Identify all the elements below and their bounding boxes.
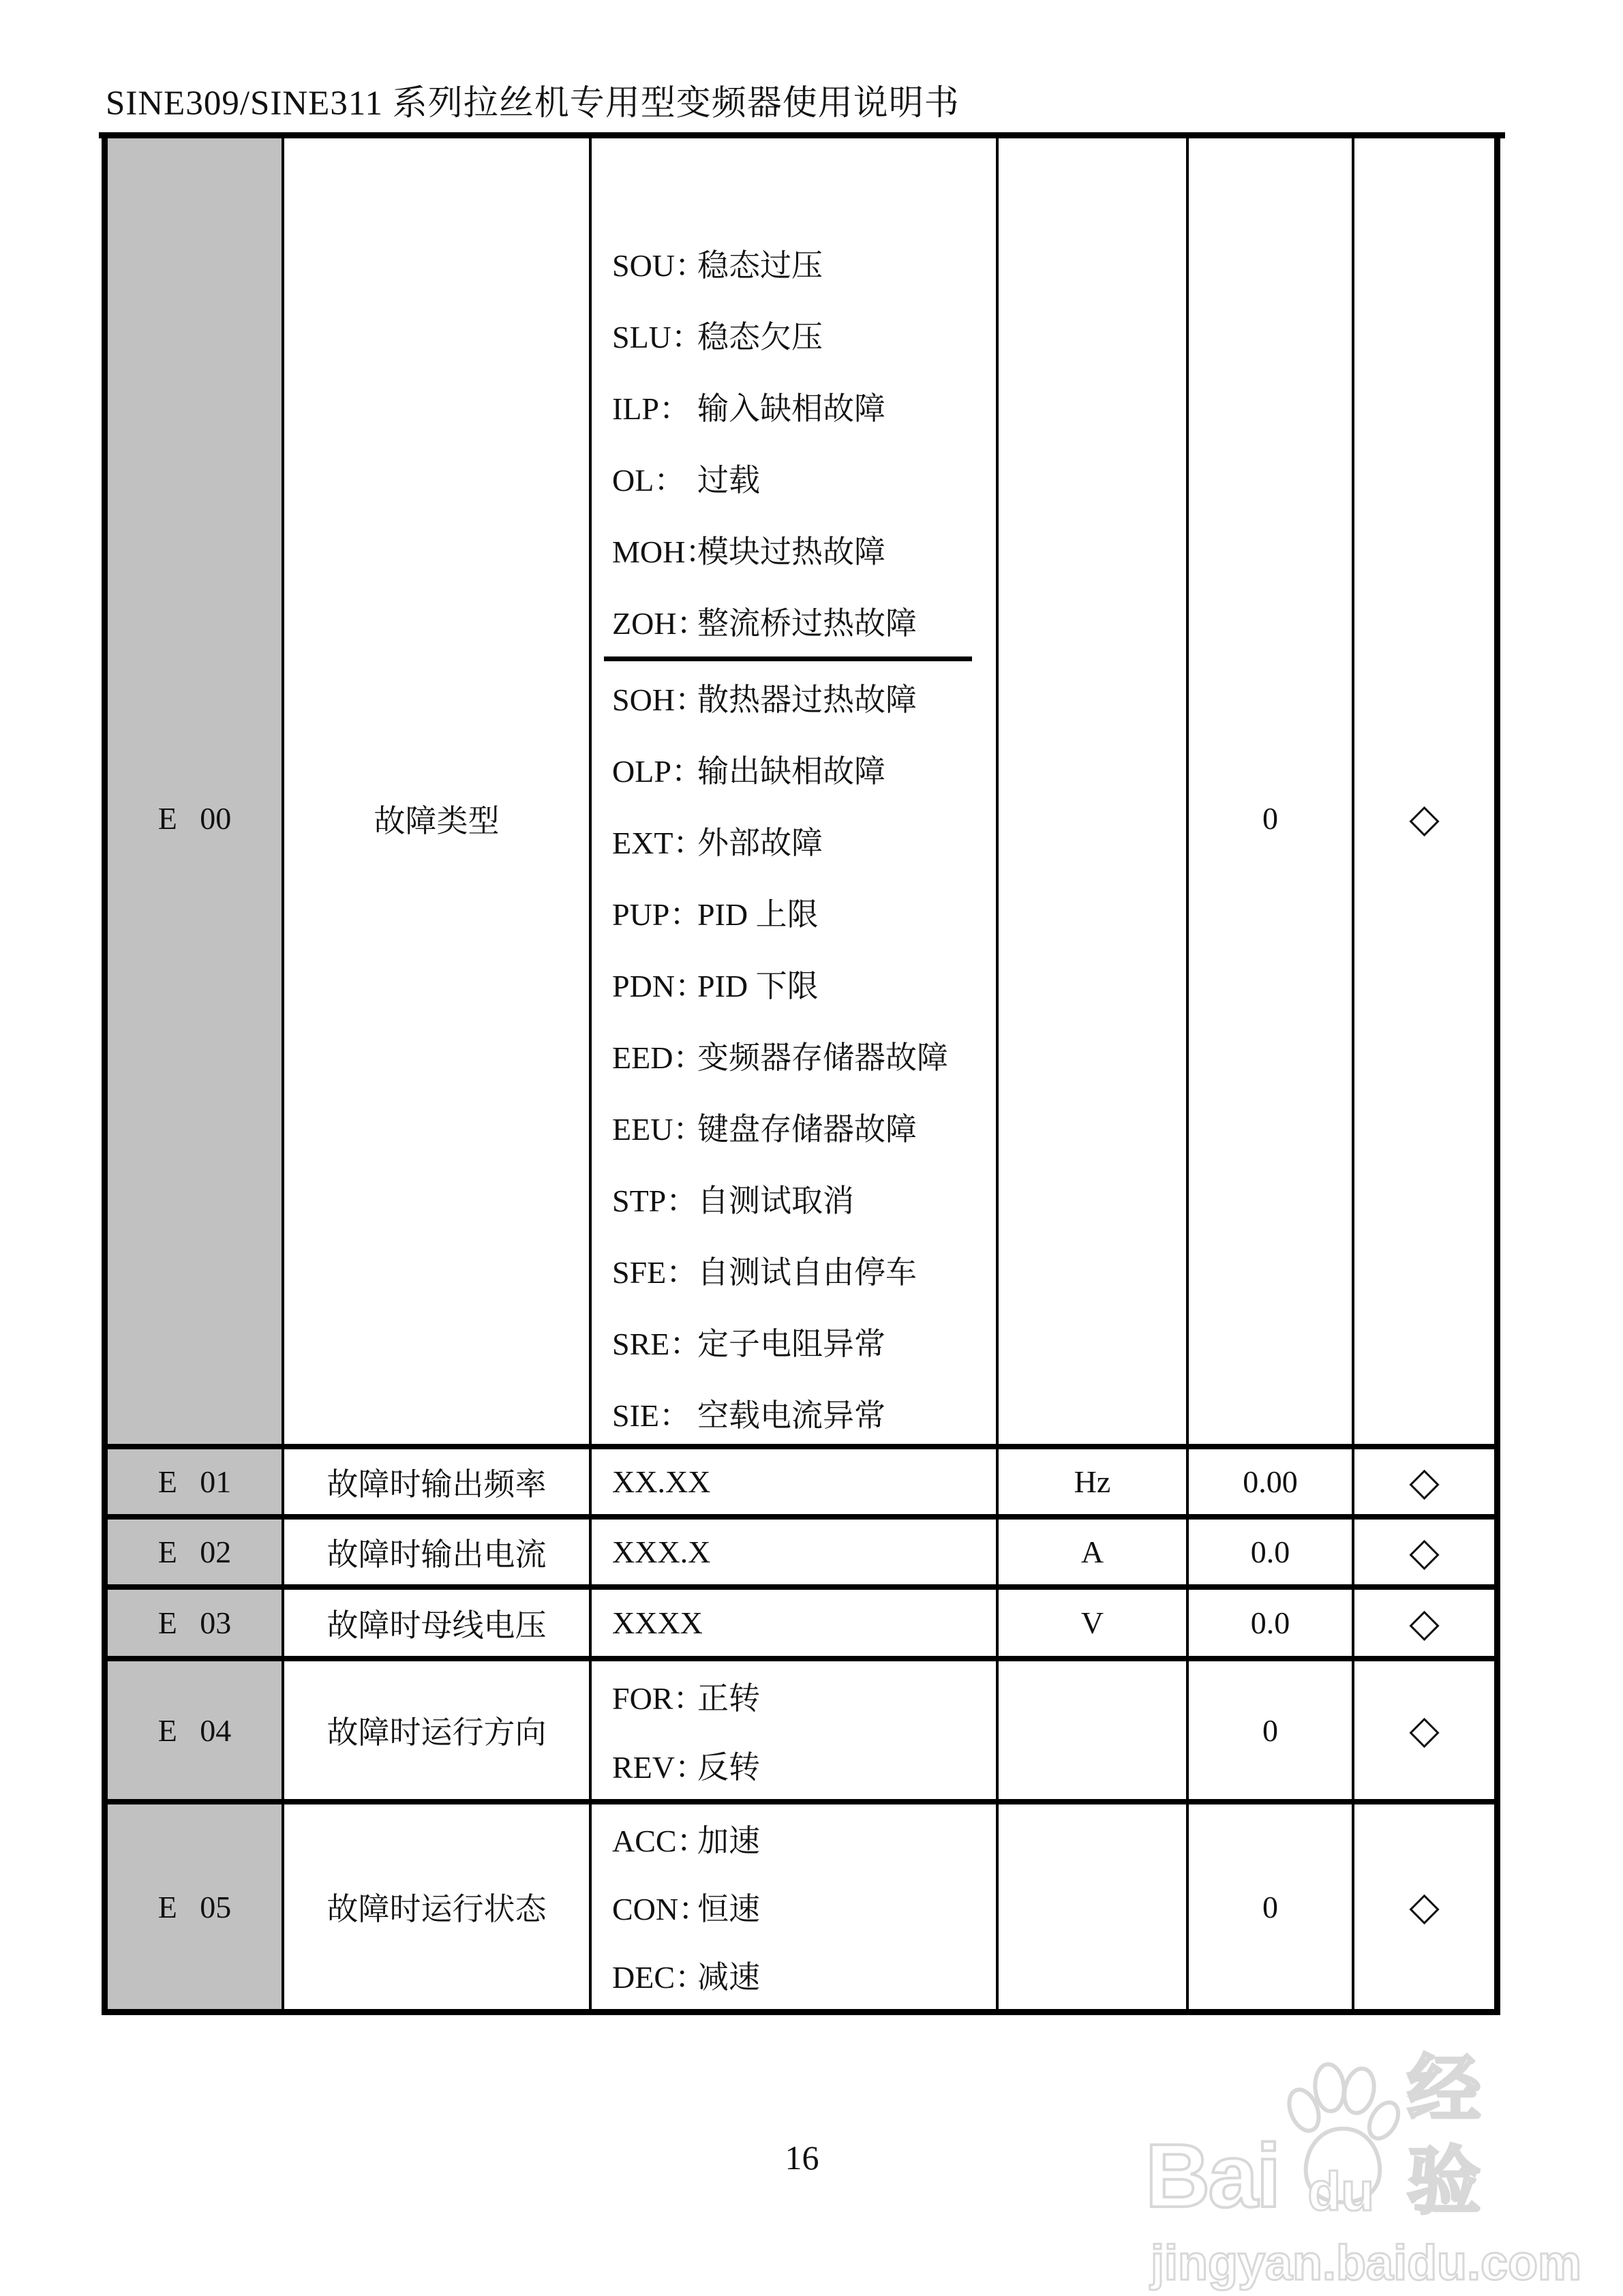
option-code: ACC： <box>612 1824 708 1858</box>
diamond-icon: ◇ <box>1409 1884 1440 1929</box>
fault-code: ILP： <box>612 391 691 426</box>
option-code: FOR： <box>612 1680 705 1716</box>
fault-desc: 整流桥过热故障 <box>697 605 917 641</box>
fault-desc: PID 上限 <box>697 896 819 932</box>
option-list <box>592 1661 999 1799</box>
fault-item <box>612 513 996 585</box>
param-id-cell: E 02 <box>108 1520 284 1584</box>
fault-code: SFE： <box>612 1254 698 1290</box>
diamond-icon: ◇ <box>1409 1600 1440 1645</box>
fault-code: MOH： <box>612 534 717 569</box>
table-row-e01 <box>108 1449 1494 1520</box>
fault-item <box>612 1234 996 1305</box>
fault-desc: 散热器过热故障 <box>697 682 917 717</box>
option-code: CON： <box>612 1892 710 1927</box>
unit-cell <box>999 138 1189 1444</box>
param-name-cell: 故障时运行状态 <box>284 1804 592 2009</box>
unit-cell: V <box>999 1590 1189 1656</box>
option-item <box>612 1742 996 1787</box>
default-cell: 0.00 <box>1189 1449 1354 1514</box>
param-value-cell: XXX.X <box>592 1520 999 1584</box>
fault-code: PUP： <box>612 896 701 932</box>
default-cell: 0 <box>1189 1804 1354 2009</box>
access-cell <box>1354 1804 1494 2009</box>
fault-code: EEU： <box>612 1111 705 1147</box>
fault-desc: PID 下限 <box>697 968 819 1003</box>
access-cell <box>1354 138 1494 1444</box>
param-id-cell: E 05 <box>108 1804 284 2009</box>
fault-item <box>612 442 996 513</box>
fault-item <box>612 876 996 948</box>
baidu-url-text: jingyan.baidu.com <box>1151 2236 1582 2291</box>
fault-code: SLU： <box>612 319 703 354</box>
baidu-bai-text: Bai <box>1145 2126 1279 2226</box>
page-number: 16 <box>785 2139 819 2177</box>
default-cell: 0 <box>1189 1661 1354 1799</box>
option-desc: 恒速 <box>697 1892 760 1927</box>
param-name-cell: 故障类型 <box>284 138 592 1444</box>
fault-item <box>612 804 996 876</box>
diamond-icon: ◇ <box>1409 1708 1440 1752</box>
fault-code: PDN： <box>612 968 707 1003</box>
table-row-e03 <box>108 1590 1494 1661</box>
fault-desc: 稳态过压 <box>697 247 823 283</box>
fault-desc: 定子电阻异常 <box>697 1326 885 1361</box>
fault-desc: 输入缺相故障 <box>697 391 885 426</box>
fault-item <box>612 299 996 370</box>
option-desc: 加速 <box>697 1824 760 1858</box>
param-value-cell: XX.XX <box>592 1449 999 1514</box>
option-desc: 反转 <box>697 1749 760 1785</box>
access-cell <box>1354 1449 1494 1514</box>
param-value-cell: XXXX <box>592 1590 999 1656</box>
fault-code: OL： <box>612 462 686 498</box>
param-id-cell: E 03 <box>108 1590 284 1656</box>
fault-desc: 变频器存储器故障 <box>697 1040 948 1075</box>
baidu-jingyan-text: 经验 <box>1407 2048 1484 2222</box>
default-cell: 0 <box>1189 138 1354 1444</box>
fault-code: EED： <box>612 1040 705 1075</box>
fault-code: ZOH： <box>612 605 708 641</box>
param-name-cell: 故障时输出频率 <box>284 1449 592 1514</box>
option-code: REV： <box>612 1749 706 1785</box>
fault-desc: 过载 <box>697 462 760 498</box>
param-name-cell: 故障时运行方向 <box>284 1661 592 1799</box>
table-row-e00 <box>108 138 1494 1449</box>
unit-cell: Hz <box>999 1449 1189 1514</box>
access-cell <box>1354 1520 1494 1584</box>
fault-item <box>612 1162 996 1234</box>
unit-cell <box>999 1804 1189 2009</box>
fault-item <box>612 948 996 1019</box>
fault-item <box>612 1305 996 1377</box>
diamond-icon: ◇ <box>1409 1529 1440 1574</box>
fault-desc: 外部故障 <box>697 825 823 860</box>
param-name-cell: 故障时输出电流 <box>284 1520 592 1584</box>
baidu-du-text: du <box>1307 2161 1375 2222</box>
fault-code: OLP： <box>612 753 703 789</box>
fault-item <box>612 227 996 299</box>
diamond-icon: ◇ <box>1409 796 1440 841</box>
param-name-cell: 故障时母线电压 <box>284 1590 592 1656</box>
option-desc: 减速 <box>697 1960 760 1995</box>
fault-desc: 自测试自由停车 <box>697 1254 917 1290</box>
param-id-cell: E 01 <box>108 1449 284 1514</box>
option-item <box>612 1816 996 1861</box>
fault-code: EXT： <box>612 825 705 860</box>
fault-desc: 输出缺相故障 <box>697 753 885 789</box>
fault-item <box>612 1091 996 1162</box>
baidu-logo <box>1145 2048 1554 2227</box>
fault-item <box>612 1377 996 1444</box>
fault-desc: 模块过热故障 <box>697 534 885 569</box>
option-desc: 正转 <box>697 1680 760 1716</box>
default-cell: 0.0 <box>1189 1590 1354 1656</box>
baidu-watermark <box>1145 2048 1582 2291</box>
fault-desc: 键盘存储器故障 <box>697 1111 917 1147</box>
option-item <box>612 1952 996 1997</box>
table-row-e04 <box>108 1661 1494 1804</box>
fault-item <box>612 370 996 442</box>
fault-code: SOH： <box>612 682 707 717</box>
fault-code: SRE： <box>612 1326 701 1361</box>
option-item <box>612 1884 996 1929</box>
diamond-icon: ◇ <box>1409 1459 1440 1504</box>
fault-code: SOU： <box>612 247 707 283</box>
fault-desc: 稳态欠压 <box>697 319 823 354</box>
fault-item <box>612 661 996 733</box>
fault-item <box>612 733 996 804</box>
page-title: SINE309/SINE311 系列拉丝机专用型变频器使用说明书 <box>106 85 960 123</box>
baidu-paw-icon <box>1281 2057 1404 2227</box>
unit-cell: A <box>999 1520 1189 1584</box>
default-cell: 0.0 <box>1189 1520 1354 1584</box>
access-cell <box>1354 1661 1494 1799</box>
fault-desc: 自测试取消 <box>697 1183 854 1218</box>
table-row-e05 <box>108 1804 1494 2009</box>
fault-desc: 空载电流异常 <box>697 1398 885 1433</box>
option-item <box>612 1674 996 1719</box>
access-cell <box>1354 1590 1494 1656</box>
param-id-cell: E 00 <box>108 138 284 1444</box>
fault-code: SIE： <box>612 1398 691 1433</box>
unit-cell <box>999 1661 1189 1799</box>
table-row-e02 <box>108 1520 1494 1590</box>
option-list <box>592 1804 999 2009</box>
fault-parameter-table <box>102 138 1500 2015</box>
param-id-cell: E 04 <box>108 1661 284 1799</box>
fault-item-underlined <box>604 585 972 661</box>
fault-code: STP： <box>612 1183 698 1218</box>
title-rule <box>99 132 1505 138</box>
fault-list <box>592 138 999 1444</box>
fault-item <box>612 1019 996 1091</box>
option-code: DEC： <box>612 1960 706 1995</box>
